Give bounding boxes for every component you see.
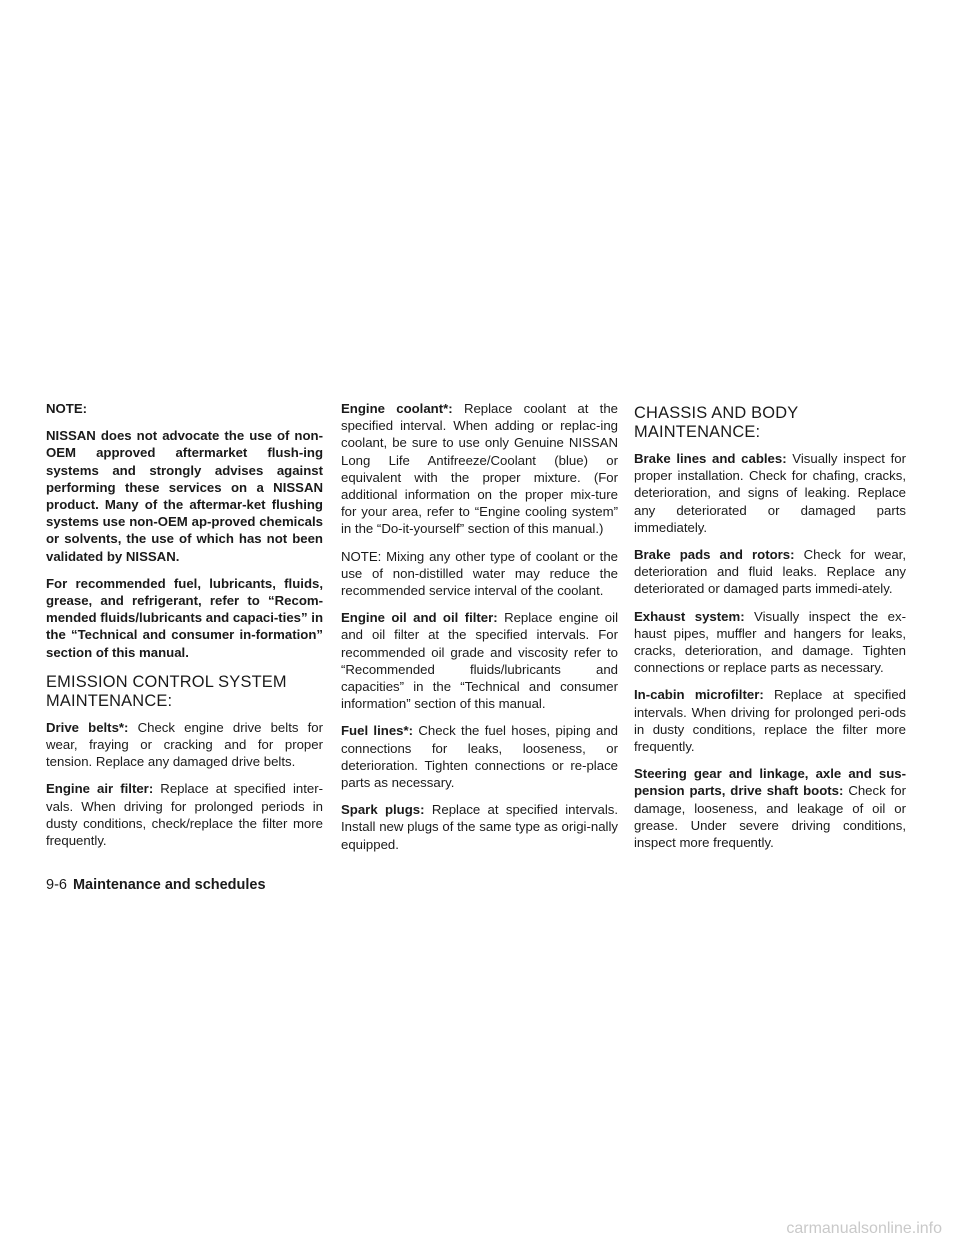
item-text: Visually inspect for proper installation. Check for chafing, cracks, deterioration, and signs of leaking. Replace any deteriorated or damaged parts immediately. — [634, 451, 906, 535]
list-item — [46, 719, 323, 771]
note-body-fluids: For recommended fuel, lubricants, fluids, grease, and refrigerant, refer to “Recom-mended fluids/lubricants and capaci-ties” in the “Technical and consumer in-formation” section of this manual. — [46, 575, 323, 660]
list-item — [634, 608, 906, 677]
item-lead: Spark plugs: — [341, 802, 425, 818]
item-lead: Exhaust system: — [634, 608, 745, 624]
item-text: Replace at specified intervals. Install new plugs of the same type as origi-nally equipped. — [341, 802, 619, 852]
item-lead: Drive belts*: — [46, 719, 129, 735]
list-item — [46, 780, 323, 849]
coolant-note — [341, 548, 618, 600]
list-item — [341, 722, 618, 791]
watermark: carmanualsonline.info — [786, 1220, 942, 1237]
list-item — [341, 609, 618, 712]
item-lead: Engine air filter: — [46, 781, 154, 797]
item-text: Check engine drive belts for wear, fraying or cracking and for proper tension. Replace any damaged drive belts. — [46, 719, 323, 770]
note-label: NOTE: — [46, 401, 88, 416]
chassis-heading: CHASSIS AND BODY MAINTENANCE: — [634, 404, 799, 441]
item-lead: Brake lines and cables: — [634, 451, 787, 466]
section-title: Maintenance and schedules — [72, 877, 266, 893]
item-text: Replace coolant at the specified interval. When adding or replac-ing coolant, be sure to use only Genuine NISSAN Long Life Antifreeze/Coolant (blue) or equivalent with the proper mixture. (For additional information on the proper mix-ture for your area, refer to “Engine cooling system” in the “Do-it-yourself” section of this manual.) — [341, 401, 618, 537]
item-text: Visually inspect the ex-haust pipes, muffler and hangers for leaks, cracks, deterioration, and damage. Tighten connections or replace parts as necessary. — [634, 608, 907, 676]
item-lead: Engine oil and oil filter: — [341, 610, 498, 626]
list-item — [634, 546, 906, 598]
page-number: 9-6 — [46, 877, 67, 893]
note-body: NISSAN does not advocate the use of non-OEM approved aftermarket flush-ing systems and strongly advises against performing these services on a NISSAN product. Many of the aftermar-ket flushing systems use non-OEM ap-proved chemicals or solvents, the use of which has not been validated by NISSAN. — [46, 428, 323, 564]
item-text: Check the fuel hoses, piping and connections for leaks, looseness, or deterioration. Tighten connections or re-place parts as necessary. — [341, 723, 618, 791]
item-text: NOTE: Mixing any other type of coolant or the use of non-distilled water may reduce the recommended service interval of the coolant. — [341, 548, 618, 599]
item-text: Replace at specified intervals. When driving for prolonged peri-ods in dusty conditions, replace the filter more frequently. — [634, 687, 906, 755]
item-text: Check for damage, looseness, and leakage of oil or grease. Under severe driving conditions, inspect more frequently. — [634, 783, 906, 851]
middle-column — [341, 400, 618, 863]
list-item — [341, 400, 618, 538]
item-lead: Engine coolant*: — [341, 401, 453, 416]
page-footer — [46, 877, 266, 893]
list-item — [634, 765, 906, 851]
item-lead: Fuel lines*: — [341, 723, 414, 739]
right-column — [634, 400, 906, 861]
list-item — [634, 686, 906, 755]
list-item — [634, 450, 906, 536]
item-lead: Steering gear and linkage, axle and sus-pension parts, drive shaft boots: — [634, 766, 906, 799]
item-text: Check for wear, deterioration and fluid leaks. Replace any deteriorated or damaged parts immedi-ately. — [634, 547, 906, 597]
item-lead: Brake pads and rotors: — [634, 547, 795, 563]
list-item — [341, 801, 618, 853]
item-text: Replace at specified inter-vals. When driving for prolonged periods in dusty conditions, check/replace the filter more frequently. — [46, 781, 323, 849]
item-lead: In-cabin microfilter: — [634, 687, 764, 703]
item-text: Replace engine oil and oil filter at the specified intervals. For recommended oil grade and viscosity refer to “Recommended fluids/lubricants and capacities” in the “Technical and consumer information” section of this manual. — [341, 610, 619, 712]
emission-heading: EMISSION CONTROL SYSTEM MAINTENANCE: — [46, 672, 287, 710]
left-column — [46, 400, 323, 859]
